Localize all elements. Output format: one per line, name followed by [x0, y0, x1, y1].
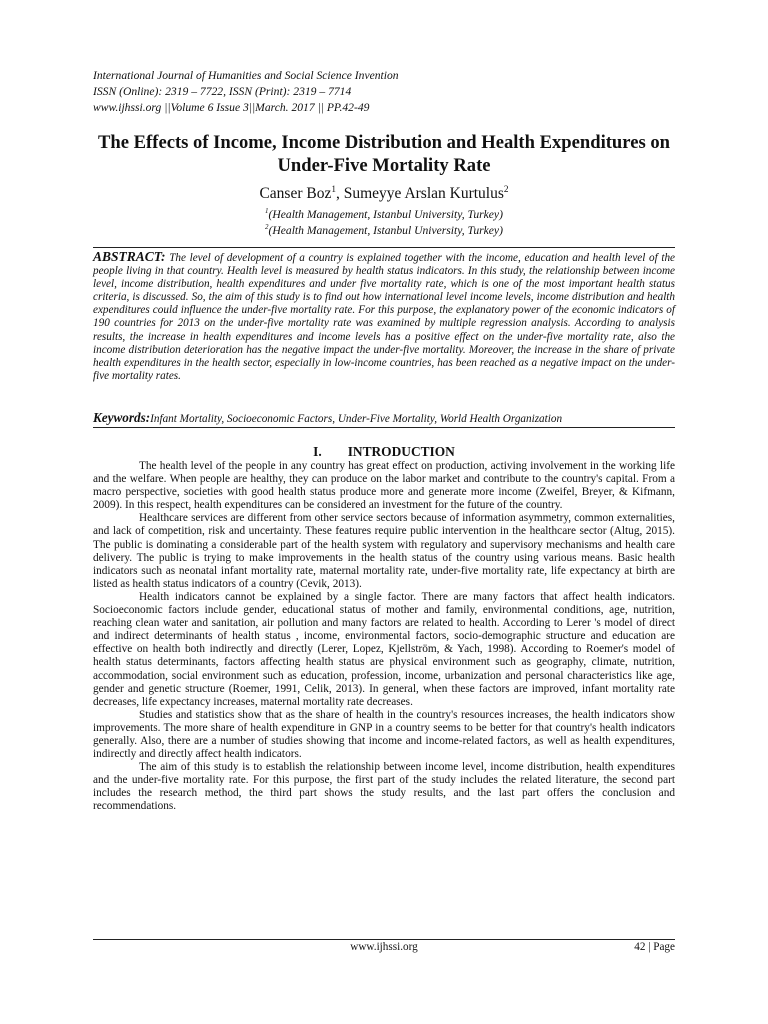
- keywords-label: Keywords:: [93, 410, 151, 425]
- paragraph: The aim of this study is to establish the relationship between income level, income distribution, health expenditures and the under-five mortality rate. For this purpose, the first part of the study includes the related literature, the second part includes the research method, the third part shows the study results, and the last part offers the conclusion and recommendations.: [93, 761, 675, 813]
- paragraph: The health level of the people in any country has great effect on production, activing involvement in the working life and the welfare. When people are healthy, they can produce on the labor market and contribute to the country's capital. From a macro perspective, societies with good health status produce more and generate more income (Zweifel, Breyer, & Kifmann, 2009). In this respect, health expenditures can be considered an investment for the future of the country.: [93, 460, 675, 512]
- footer-url: www.ijhssi.org: [350, 941, 418, 953]
- section-number: I.: [313, 444, 322, 459]
- keywords-text: Infant Mortality, Socioeconomic Factors, Under-Five Mortality, World Health Organization: [150, 413, 563, 425]
- author-affil-marker: 1: [331, 184, 336, 195]
- abstract-top-rule: [93, 247, 675, 248]
- abstract-text: The level of development of a country is explained together with the income, education and health level of the people living in that country. Health level is measured by health status indicators. In this study, the relationship between income level, income distribution, health expenditures and under five mortality rate, which is one of the most important health status criteria, is discussed. So, the aim of this study is to find out how international level income levels, income distribution and health expenditures could influence the under-five mortality rate. For this purpose, the explanatory power of the economic indicators of 190 countries for 2013 on the under-five mortality rate was examined by multiple regression analysis. According to analysis results, the increase in health expenditures and income levels has a positive effect on the under-five mortality rate, also the income distribution deterioration has the negative impact the under-five mortality. Moreover, the increase in the share of private health expenditures in the health sector, especially in low-income countries, has been reached as a negative impact on the under-five mortality rates.: [93, 252, 676, 382]
- introduction-body: [93, 460, 675, 814]
- affiliation: [0, 208, 768, 222]
- paragraph: Healthcare services are different from other service sectors because of information asymmetry, common externalities, and lack of competition, risk and uncertainty. These features require public intervention in the healthcare sector (Altug, 2015). The public is dominating a considerable part of the health system with regulatory and supervisory mechanisms and health care delivery. The public is trying to make improvements in the health status of the country using various means. Basic health indicators such as neonatal infant mortality rate, maternal mortality rate, under-five mortality rate, life expectancy at birth are listed as health status indicators of a country (Cevik, 2013).: [93, 512, 675, 590]
- affiliation: [0, 224, 768, 238]
- section-heading: [0, 444, 768, 460]
- journal-volume: www.ijhssi.org ||Volume 6 Issue 3||March. 2017 || PP.42-49: [93, 101, 370, 114]
- footer-page-number: 42 | Page: [634, 941, 675, 953]
- abstract: [93, 250, 675, 383]
- paragraph: Studies and statistics show that as the share of health in the country's resources increases, the health indicators show improvements. The more share of health expenditure in GNP in a country seems to be better for that country's health indicators generally. Also, there are a number of studies showing that income and income-related factors, as well as health expenditures, indirectly and directly affect health indicators.: [93, 708, 675, 761]
- keywords-bottom-rule: [93, 427, 675, 428]
- author-name: Sumeyye Arslan Kurtulus: [343, 185, 504, 202]
- author-affil-marker: 2: [503, 184, 509, 195]
- affiliation-marker: 1: [265, 207, 269, 216]
- paragraph: Health indicators cannot be explained by a single factor. There are many factors that affect health indicators. Socioeconomic factors include gender, educational status of mother and family, environmental conditions, age, nutrition, reaching clean water and sanitation, air pollution and many factors are related to health. According to Lerer 's model of direct and indirect determinants of health status , income, environmental factors, socio-demographic structure and education are effective on health both indirectly and directly (Lerer, Lopez, Kjellström, & Yach, 1998). According to Roemer's model of health status determinants, factors affecting health status are physical environment such as geography, climate, nutrition, accommodation, social environment such as education, profession, income, urbanization and personal characteristics like age, gender and genetic structure (Roemer, 1991, Celik, 2013). In general, when these factors are improved, infant mortality rate decreases, life expectancy increases, maternal mortality rate decreases.: [93, 590, 675, 708]
- author-name: Canser Boz: [259, 185, 332, 202]
- journal-issn: ISSN (Online): 2319 – 7722, ISSN (Print): 2319 – 7714: [93, 85, 352, 98]
- journal-header: [93, 68, 399, 116]
- author-line: [0, 184, 768, 204]
- paper-title: The Effects of Income, Income Distribution and Health Expenditures on Under-Five Mortality Rate: [98, 132, 670, 176]
- section-title: INTRODUCTION: [347, 444, 455, 459]
- author-separator: ,: [335, 185, 344, 202]
- affiliation-text: (Health Management, Istanbul University, Turkey): [268, 224, 503, 237]
- affiliation-text: (Health Management, Istanbul University, Turkey): [268, 208, 503, 221]
- footer-rule: [93, 939, 675, 940]
- affiliation-marker: 2: [265, 223, 269, 232]
- journal-name: International Journal of Humanities and Social Science Invention: [93, 69, 399, 82]
- keywords: [93, 411, 675, 426]
- abstract-label: ABSTRACT:: [93, 249, 166, 264]
